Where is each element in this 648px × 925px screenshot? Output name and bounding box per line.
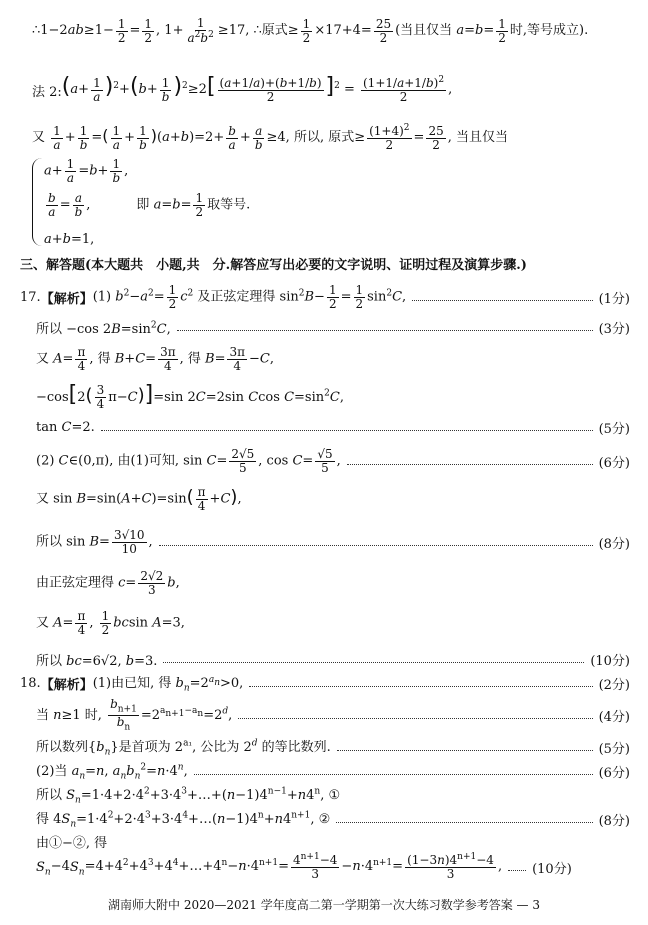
q18-line-7: 由①−②, 得 (36, 835, 108, 851)
q17-score-8: (8分) (598, 536, 630, 552)
page-footer: 湖南师大附中 2020—2021 学年度高二第一学期第一次大练习数学参考答案 — 3 (108, 898, 540, 912)
q18-score-1: (2分) (598, 677, 630, 693)
q18-label: 【解析】 (40, 677, 93, 693)
q18-number: 18. (20, 675, 41, 691)
q18-line-6: 得 $4S_n=1\cdot 4^2+2\cdot 4^3+3\cdot 4^4+\dots(n-1)4^n+n4^{n+1}$, ② (8分) (36, 810, 630, 830)
q17-line-1: 17. 【解析】 (1) $b^2-a^2=$ $\frac{1}{2}$ $c^2$ 及正弦定理得 $\sin^2B-$ $\frac{1}{2}$ = $\frac{1}{2}$ $\sin^2C$, (1分) (20, 282, 630, 311)
q17-line-4: −cos[2( $\frac{3}{4}$ π−C)]=sin 2C=2sin Ccos $C=\sin^2C$, (36, 381, 344, 411)
q17-score-5: (5分) (598, 421, 630, 437)
q17-line-11: 所以 bc=6√2, b=3. (10分) (0, 644, 648, 674)
q17-number: 17. (20, 289, 41, 305)
q17-line-9: 由正弦定理得 c= $\frac{2√2}{3}$ b, (36, 568, 180, 597)
q17-line-7: 又 sin B=sin(A+C)=sin( $\frac{\pi}{4}$ +C), (36, 484, 242, 513)
q17-line-8: 所以 sin B= $\frac{3√10}{10}$ , (8分) (36, 527, 630, 556)
section-3-header: 三、解答题(本大题共 小题,共 分.解答应写出必要的文字说明、证明过程及演算步骤.) (20, 257, 527, 273)
q18-line-4: (2)当 $a_n=n$, $a_nb_n^2=n\cdot 4^n$, (6分) (36, 762, 630, 782)
q18-line-8: $S_n-4S_n=4+4^2+4^3+4^4+\dots+4^n-n\cdot 4^{n+1}=$ $\frac{4^{n+1}-4}{3}$ $-n\cdot 4^{n+1}=$ $\frac{(1-3n)4^{n+1}-4}{3}$ , (10分) (36, 852, 572, 881)
q18-score-3: (5分) (598, 741, 630, 757)
q17-score-1: (1分) (598, 291, 630, 307)
method-2-label: 法 2: (32, 84, 62, 100)
q17-line-3: 又 A= $\frac{\pi}{4}$ , 得 B+C= $\frac{3\pi}{4}$ , 得 B= $\frac{3\pi}{4}$ −C, (36, 344, 274, 373)
system-eq-3: a+b=1, (44, 231, 95, 247)
prev-solution-line-1: ∴1−2ab≥1− $\frac{1}{2}$ = $\frac{1}{2}$ , 1+ $\frac{1}{a^2b^2}$ ≥17, ∴原式≥ $\frac{1}{2}$ ×17+4= $\frac{25}{2}$ (当且仅当 a=b= $\frac{1}{2}$ 时,等号成立). (32, 16, 589, 45)
q17-line-5: tan C=2. (5分) (36, 419, 630, 437)
q18-line-3: 所以数列$\{b_n\}$是首项为 $2^{a_1}$, 公比为 2$^d$ 的等比数列. (5分) (36, 738, 630, 758)
q17-score-11: (10分) (590, 653, 630, 669)
system-eq-2: $\frac{b}{a}$ = $\frac{a}{b}$ , 即 a=b= $\frac{1}{2}$ 取等号. (48, 190, 251, 219)
q17-label: 【解析】 (40, 291, 93, 307)
q18-line-5: 所以 $S_n=1\cdot 4+2\cdot 4^2+3\cdot 4^3+\dots+(n-1)4^{n-1}+n4^n$, ① (36, 786, 341, 806)
q17-line-10: 又 A= $\frac{\pi}{4}$ , $\frac{1}{2}$ bcsin A=3, (36, 608, 185, 637)
q17-line-2: 所以 −cos $2B=\sin^2C$, (3分) (0, 312, 648, 342)
q17-score-2: (3分) (598, 321, 630, 337)
q18-line-2: 当 n≥1 时, $\frac{b_{n+1}}{b_n}$ $=2^{a_{n+1}-a_n}=2^d$, (4分) (36, 696, 630, 732)
q18-score-2: (4分) (598, 709, 630, 725)
prev-solution-line-3: 又 $\frac{1}{a}$ + $\frac{1}{b}$ =( $\frac{1}{a}$ + $\frac{1}{b}$ )(a+b)=2+ $\frac{b}{a}$ + $\frac{a}{b}$ ≥4, 所以, 原式≥ $\frac{(1+4)^2}{2}$ = $\frac{25}{2}$ , 当且仅当 (32, 123, 508, 152)
q17-score-6: (6分) (598, 455, 630, 471)
q18-score-4: (6分) (598, 765, 630, 781)
q18-line-1: 18. 【解析】 (1)由已知, 得 $b_n=2^{a_n}>0$, (2分) (20, 674, 630, 694)
q18-score-6: (8分) (598, 813, 630, 829)
system-eq-1: a+ $\frac{1}{a}$ =b+ $\frac{1}{b}$ , (44, 156, 129, 185)
method-2-line: 法 2: (a+ $\frac{1}{a}$ )$^2$+(b+ $\frac{1}{b}$ )$^2$≥2[ $\frac{(a+1/a)+(b+1/b)}{2}$ ]$^2$ = $\frac{(1+1/a+1/b)^2}{2}$ , (32, 74, 453, 104)
q18-score-8: (10分) (532, 861, 572, 877)
q17-line-6: (2) C∈(0,π), 由(1)可知, sin C= $\frac{2√5}{5}$ , cos C= $\frac{√5}{5}$ , (6分) (36, 446, 630, 475)
